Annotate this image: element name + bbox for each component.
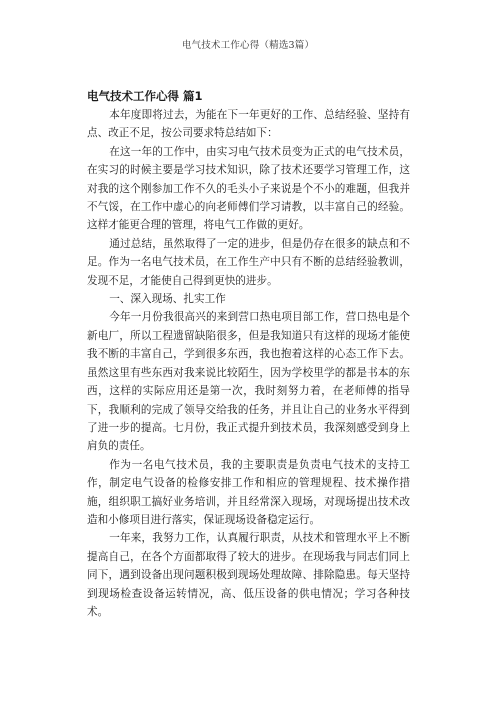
article-title: 电气技术工作心得 篇1 [87, 89, 203, 103]
paragraph-responsibilities: 作为一名电气技术员，我的主要职责是负责电气技术的支持工作，制定电气设备的检修安排工作和相应的管理规程、技术操作措施，组织职工搞好业务培训，并且经常深入现场，对现场提出技术改造和小修项目进行落实，保证现场设备稳定运行。 [87, 458, 410, 526]
paragraph-effort: 一年来，我努力工作，认真履行职责，从技术和管理水平上不断提高自己，在各个方面都取得了较大的进步。在现场我与同志们同上同下，遇到设备出现问题积极到现场处理故障、排除隐患。每天坚持到现场检查设备运转情况，高、低压设备的供电情况；学习各种技术。 [87, 532, 410, 618]
paragraph-intro: 本年度即将过去，为能在下一年更好的工作、总结经验、坚持有点、改正不足，按公司要求特总结如下： [87, 109, 410, 140]
section-heading: 一、深入现场、扎实工作 [109, 293, 226, 306]
article-body [87, 88, 410, 621]
paragraph-onsite-work: 今年一月份我很高兴的来到营口热电项目部工作，营口热电是个新电厂，所以工程遗留缺陷很多，但是我知道只有这样的现场才能使我不断的丰富自己，学到很多东西，我也抱着这样的心态工作下去。虽然这里有些东西对我来说比较陌生，因为学校里学的都是书本的东西，这样的实际应用还是第一次，我时刻努力着，在老师傅的指导下，我顺利的完成了领导交给我的任务，并且让自己的业务水平得到了进一步的提高。七月份，我正式提升到技术员，我深刻感受到身上肩负的责任。 [87, 311, 410, 453]
document-header: 电气技术工作心得（精选3篇） [181, 40, 315, 51]
paragraph-progress: 通过总结，虽然取得了一定的进步，但是仍存在很多的缺点和不足。作为一名电气技术员，在工作生产中只有不断的总结经验教训，发现不足，才能使自己得到更快的进步。 [87, 237, 410, 287]
paragraph-year-summary: 在这一年的工作中，由实习电气技术员变为正式的电气技术员，在实习的时候主要是学习技术知识，除了技术还要学习管理工作，这对我的这个刚参加工作不久的毛头小子来说是个不小的难题，但我并不气馁，在工作中虚心的向老师傅们学习请教，以丰富自己的经验。这样才能更合理的管理，将电气工作做的更好。 [87, 145, 410, 232]
